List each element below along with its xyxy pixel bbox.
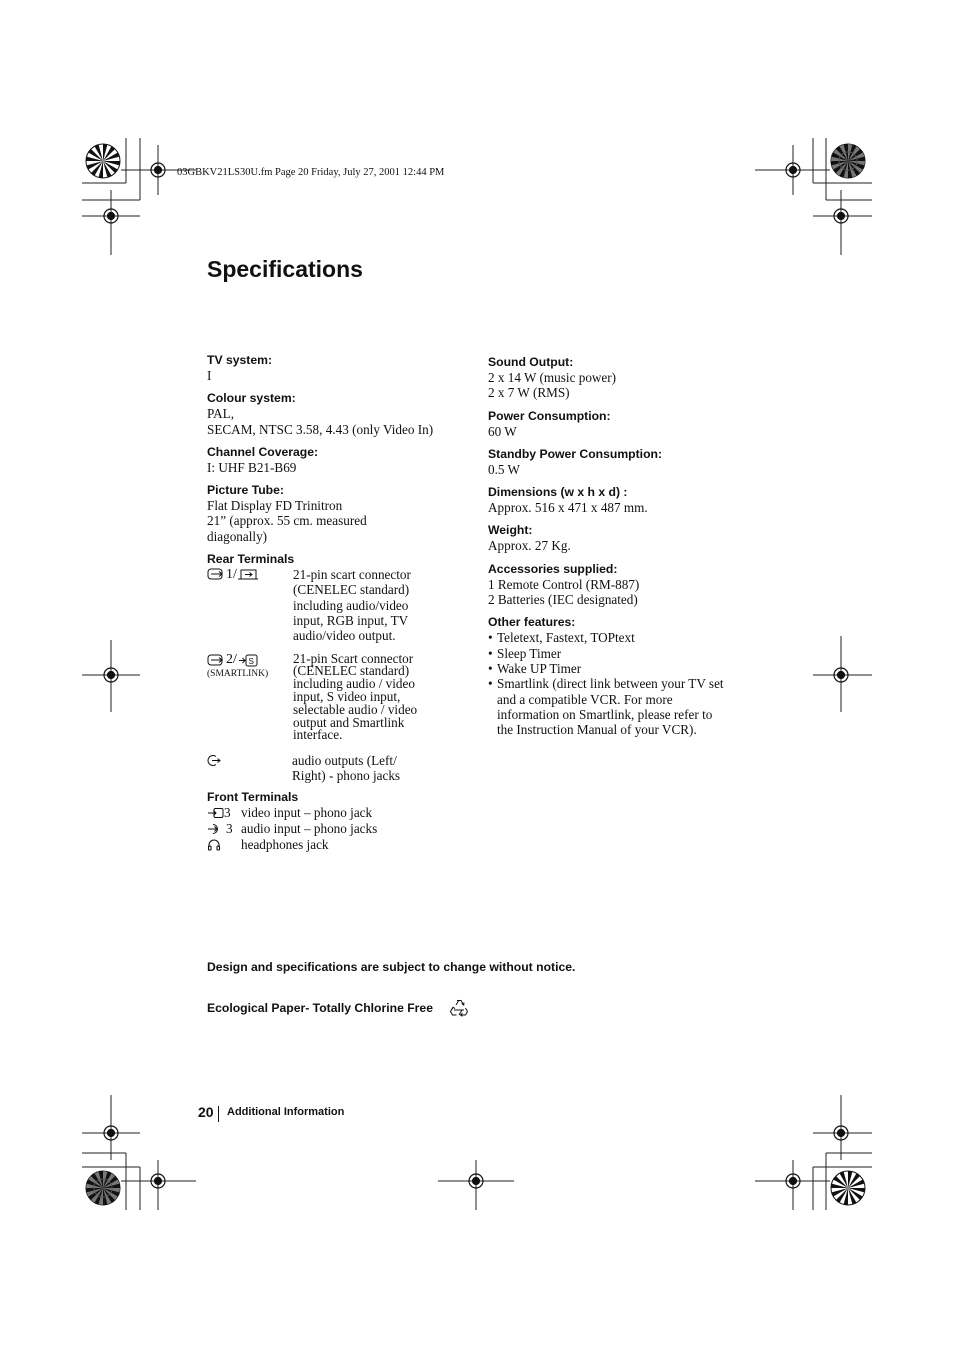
audio-output-icon [207, 754, 221, 767]
feature-item: • Wake UP Timer [488, 660, 582, 676]
scart-input-icon [207, 654, 226, 667]
rear-terminals-section [207, 552, 467, 784]
terminal-number: 3 [224, 805, 231, 821]
spec-value: I: UHF B21-B69 [207, 459, 297, 475]
section-heading: Channel Coverage: [207, 444, 319, 459]
description-line: audio outputs (Left/ [292, 753, 397, 769]
page-title: Specifications [207, 256, 363, 282]
feature-text: the Instruction Manual of your VCR). [497, 722, 697, 738]
spec-value: SECAM, NTSC 3.58, 4.43 (only Video In) [207, 421, 434, 437]
s-video-output-icon [237, 654, 259, 667]
terminal-label [207, 653, 291, 680]
section-heading: Rear Terminals [207, 552, 295, 567]
description-line: including audio/video [293, 597, 409, 613]
terminal-number: 2/ [226, 652, 237, 668]
spec-value: 0.5 W [488, 461, 520, 477]
spec-value: diagonally) [207, 528, 268, 544]
registration-starburst [86, 144, 120, 178]
section-heading: Weight: [488, 523, 533, 538]
section-heading: Sound Output: [488, 355, 574, 369]
smartlink-label: (SMARTLINK) [207, 668, 269, 679]
spec-value: 21” (approx. 55 cm. measured [207, 513, 367, 529]
rear-terminal-2 [207, 650, 467, 743]
audio-input-icon [207, 823, 224, 835]
feature-text: Smartlink (direct link between your TV set [497, 676, 724, 692]
description-line: (CENELEC standard) [293, 663, 410, 679]
spec-value: Approx. 516 x 471 x 487 mm. [488, 500, 648, 516]
section-heading: Accessories supplied: [488, 561, 618, 576]
spec-value: 2 x 14 W (music power) [488, 370, 617, 385]
rear-terminal-audio-out [207, 753, 467, 784]
description-line: audio/video output. [293, 628, 396, 644]
section-heading: Other features: [488, 615, 576, 630]
tv-system-section [207, 353, 467, 383]
section-heading: Front Terminals [207, 789, 299, 804]
registration-starburst [831, 144, 865, 178]
colour-system-section [207, 391, 467, 437]
terminal-description [293, 650, 467, 743]
footer-section-label: Additional Information [227, 1106, 345, 1118]
spec-value: 1 Remote Control (RM-887) [488, 576, 640, 592]
description-line: Right) - phono jacks [292, 768, 401, 784]
spec-value: 60 W [488, 423, 517, 439]
dimensions-section [488, 485, 758, 515]
section-heading: Colour system: [207, 391, 296, 406]
spec-value: 2 Batteries (IEC designated) [488, 592, 638, 608]
feature-text: Teletext, Fastext, TOPtext [497, 630, 635, 646]
feature-item: • Smartlink (direct link between your TV set and a compatible VCR. For more information on Smartlink, please refer to the Instruction Manual of your VCR). [488, 676, 724, 738]
description-line: (CENELEC standard) [293, 582, 410, 598]
terminal-number: 1/ [226, 566, 237, 582]
specs-left-column [207, 353, 467, 861]
file-info: 03GBKV21LS30U.fm Page 20 Friday, July 27, 2001 12:44 PM [177, 167, 445, 178]
eco-paper-note: Ecological Paper- Totally Chlorine Free [207, 1001, 433, 1015]
section-heading: TV system: [207, 353, 273, 367]
terminal-description [292, 753, 467, 784]
specs-right-column [488, 355, 758, 745]
feature-item: • Teletext, Fastext, TOPtext [488, 630, 635, 646]
section-heading: Power Consumption: [488, 408, 611, 423]
feature-item: • Sleep Timer [488, 645, 562, 661]
power-consumption-section [488, 409, 758, 439]
accessories-section [488, 562, 758, 608]
feature-text: Wake UP Timer [497, 660, 582, 676]
front-terminal-text: headphones jack [241, 837, 329, 853]
description-line: input, RGB input, TV [293, 612, 409, 628]
picture-tube-section [207, 483, 467, 544]
description-line: 21-pin Scart connector [293, 650, 414, 666]
headphones-icon [207, 838, 221, 851]
change-notice: Design and specifications are subject to change without notice. [207, 960, 576, 974]
description-line: 21-pin scart connector [293, 567, 411, 583]
feature-text: information on Smartlink, please refer to [497, 706, 713, 722]
description-line: interface. [293, 727, 343, 743]
weight-section [488, 523, 758, 553]
description-line: input, S video input, [293, 688, 401, 704]
registration-starburst [831, 1171, 865, 1205]
front-terminal-row [207, 837, 467, 853]
channel-coverage-section [207, 445, 467, 475]
section-heading: Standby Power Consumption: [488, 446, 663, 461]
spec-value: I [207, 368, 212, 383]
page-number: 20 [198, 1104, 214, 1120]
terminal-label [207, 567, 291, 582]
other-features-section [488, 615, 758, 737]
spec-value: Approx. 27 Kg. [488, 538, 571, 554]
feature-text: Sleep Timer [497, 645, 562, 661]
spec-value: 2 x 7 W (RMS) [488, 385, 570, 401]
registration-starburst [86, 1171, 120, 1205]
front-terminal-text: audio input – phono jacks [241, 821, 378, 837]
front-terminal-row [207, 805, 467, 821]
sound-output-section [488, 355, 758, 401]
standby-power-section [488, 447, 758, 477]
feature-text: and a compatible VCR. For more [497, 691, 673, 707]
recycle-icon [449, 998, 469, 1018]
terminal-label [207, 753, 291, 768]
spec-value: Flat Display FD Trinitron [207, 498, 343, 514]
rear-terminal-1 [207, 567, 467, 643]
scart-output-icon [237, 568, 259, 581]
front-terminal-row [207, 821, 467, 837]
scart-input-icon [207, 568, 226, 581]
footer-divider [218, 1106, 219, 1122]
terminal-number: 3 [226, 821, 233, 837]
front-terminals-section [207, 790, 467, 853]
description-line: including audio / video [293, 676, 415, 692]
terminal-description [293, 567, 467, 643]
description-line: selectable audio / video [293, 701, 418, 717]
svg-text:S: S [248, 656, 254, 666]
description-line: output and Smartlink [293, 714, 405, 730]
section-heading: Dimensions (w x h x d) : [488, 485, 628, 500]
front-terminal-text: video input – phono jack [241, 805, 373, 821]
spec-value: PAL, [207, 406, 234, 422]
video-input-icon [207, 807, 224, 819]
section-heading: Picture Tube: [207, 483, 284, 498]
